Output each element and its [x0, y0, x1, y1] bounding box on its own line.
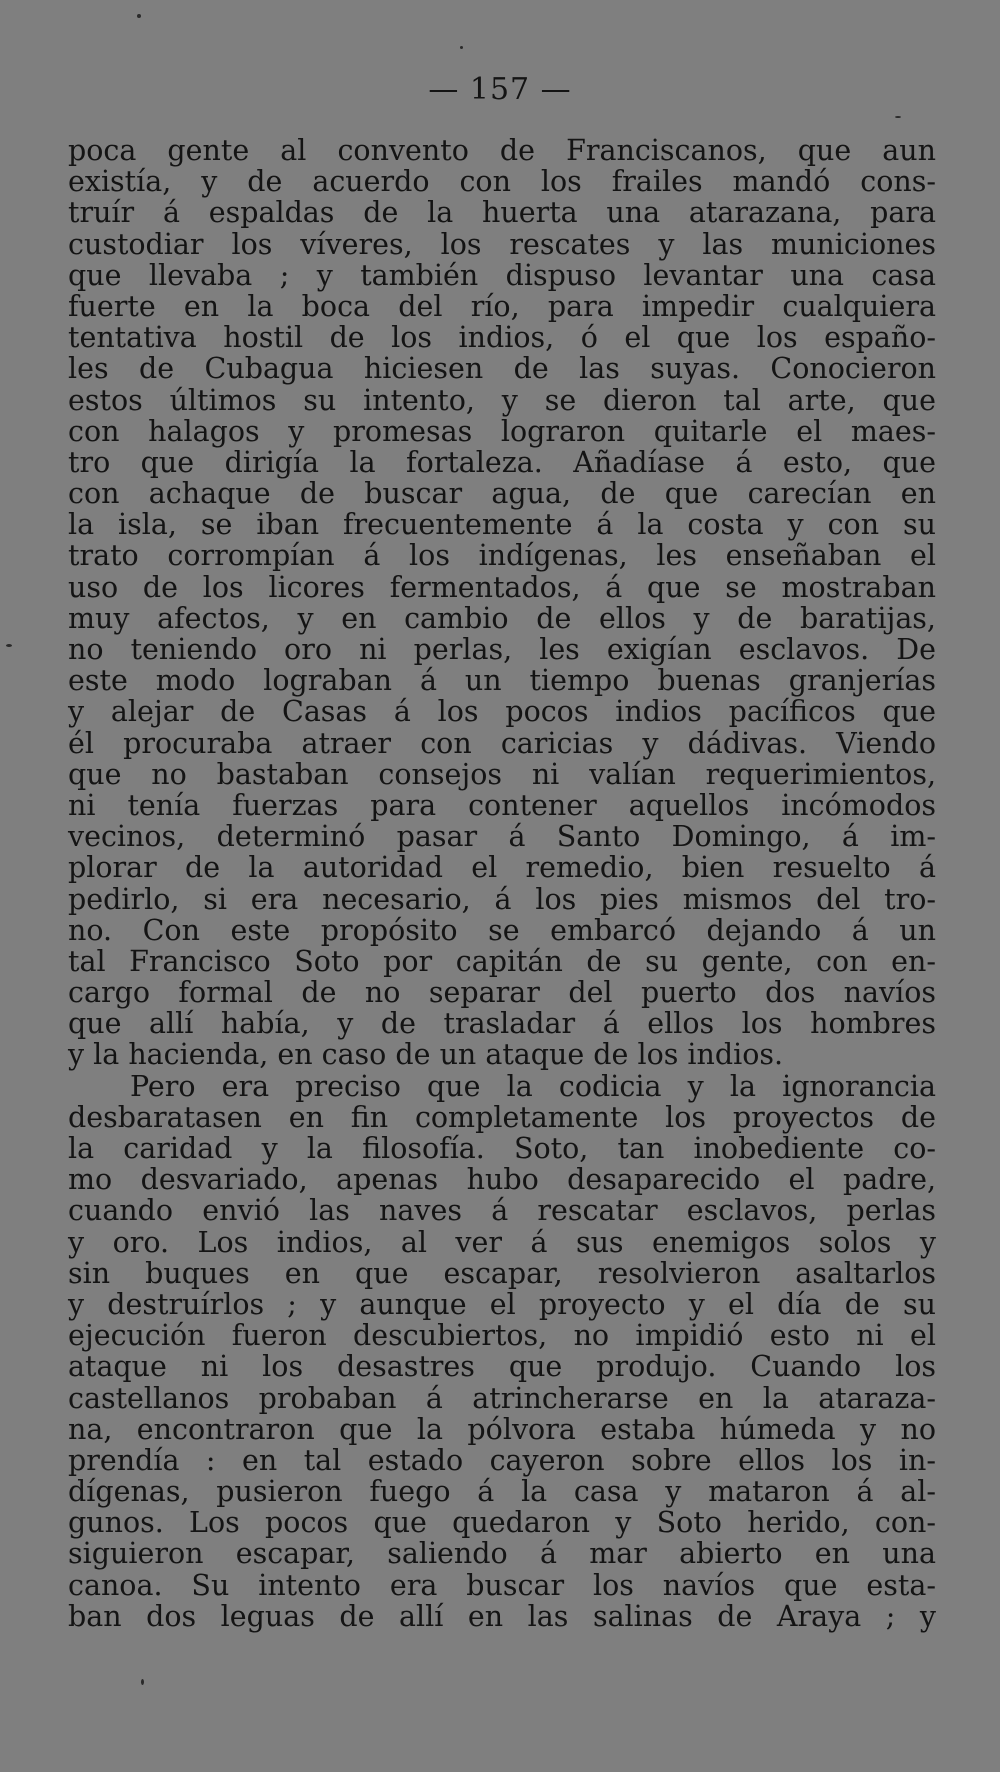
- text-line: dígenas, pusieron fuego á la casa y mataron á al-: [68, 1475, 936, 1509]
- text-line: fuerte en la boca del río, para impedir cualquiera: [68, 289, 936, 323]
- text-line: ban dos leguas de allí en las salinas de Araya ; y: [68, 1599, 936, 1633]
- page-number: — 157 —: [428, 72, 572, 107]
- text-line: con achaque de buscar agua, de que carecían en: [68, 477, 936, 511]
- text-line: desbaratasen en fin completamente los proyectos de: [68, 1100, 936, 1134]
- text-line: sin buques en que escapar, resolvieron asaltarlos: [68, 1256, 936, 1290]
- text-line: con halagos y promesas lograron quitarle el maes-: [68, 414, 936, 448]
- text-line: este modo lograban á un tiempo buenas granjerías: [68, 664, 936, 698]
- text-line: siguieron escapar, saliendo á mar abierto en una: [68, 1537, 936, 1571]
- text-line: tal Francisco Soto por capitán de su gente, con en-: [68, 944, 936, 978]
- text-line: gunos. Los pocos que quedaron y Soto herido, con-: [68, 1506, 936, 1540]
- text-line: Pero era preciso que la codicia y la ignorancia: [130, 1069, 936, 1103]
- text-line: y alejar de Casas á los pocos indios pacíficos que: [68, 695, 936, 729]
- text-line: que llevaba ; y también dispuso levantar una casa: [68, 258, 936, 292]
- text-line: la caridad y la filosofía. Soto, tan inobediente co-: [68, 1132, 936, 1165]
- text-line: existía, y de acuerdo con los frailes mandó cons-: [68, 165, 936, 199]
- scan-speck: [141, 1679, 144, 1685]
- text-line: cargo formal de no separar del puerto dos navíos: [68, 976, 936, 1010]
- text-line: ejecución fueron descubiertos, no impidió esto ni el: [68, 1319, 936, 1353]
- text-line: canoa. Su intento era buscar los navíos que esta-: [68, 1568, 936, 1602]
- text-line: tro que dirigía la fortaleza. Añadíase á esto, que: [68, 445, 936, 479]
- scan-speck: [895, 116, 901, 118]
- text-line: uso de los licores fermentados, á que se mostraban: [68, 570, 936, 604]
- text-line: vecinos, determinó pasar á Santo Domingo, á im-: [68, 820, 936, 854]
- text-line: tentativa hostil de los indios, ó el que los españo-: [68, 321, 936, 355]
- text-line: cuando envió las naves á rescatar esclavos, perlas: [68, 1194, 936, 1228]
- text-line: les de Cubagua hiciesen de las suyas. Conocieron: [68, 352, 936, 386]
- text-line: no. Con este propósito se embarcó dejando á un: [68, 913, 936, 947]
- text-line: que allí había, y de trasladar á ellos los hombres: [68, 1007, 936, 1041]
- text-line: y destruírlos ; y aunque el proyecto y el día de su: [68, 1287, 936, 1321]
- text-line: que no bastaban consejos ni valían requerimientos,: [68, 757, 936, 791]
- body-text: [68, 135, 936, 1632]
- scan-speck: [6, 644, 12, 647]
- text-line: muy afectos, y en cambio de ellos y de baratijas,: [68, 601, 936, 635]
- text-line: la isla, se iban frecuentemente á la costa y con su: [68, 508, 936, 542]
- text-line: estos últimos su intento, y se dieron tal arte, que: [68, 383, 936, 417]
- text-line: pedirlo, si era necesario, á los pies mismos del tro-: [68, 882, 936, 916]
- scan-speck: [137, 14, 141, 18]
- text-line: y oro. Los indios, al ver á sus enemigos solos y: [68, 1225, 936, 1259]
- text-line: castellanos probaban á atrincherarse en la ataraza-: [68, 1381, 936, 1415]
- text-line: plorar de la autoridad el remedio, bien resuelto á: [68, 851, 936, 885]
- text-line: y la hacienda, en caso de un ataque de los indios.: [68, 1038, 784, 1072]
- text-line: ataque ni los desastres que produjo. Cuando los: [68, 1350, 936, 1384]
- text-line: poca gente al convento de Franciscanos, que aun: [68, 134, 936, 167]
- text-line: ni tenía fuerzas para contener aquellos incómodos: [68, 788, 936, 822]
- scan-speck: [460, 46, 463, 49]
- text-line: custodiar los víveres, los rescates y las municiones: [68, 227, 936, 261]
- text-line: na, encontraron que la pólvora estaba húmeda y no: [68, 1412, 936, 1446]
- text-line: mo desvariado, apenas hubo desaparecido el padre,: [68, 1163, 936, 1197]
- text-line: él procuraba atraer con caricias y dádivas. Viendo: [68, 726, 936, 760]
- text-line: no teniendo oro ni perlas, les exigían esclavos. De: [68, 633, 936, 666]
- text-line: truír á espaldas de la huerta una atarazana, para: [68, 196, 936, 230]
- text-line: trato corrompían á los indígenas, les enseñaban el: [68, 539, 936, 573]
- text-line: prendía : en tal estado cayeron sobre ellos los in-: [68, 1443, 936, 1477]
